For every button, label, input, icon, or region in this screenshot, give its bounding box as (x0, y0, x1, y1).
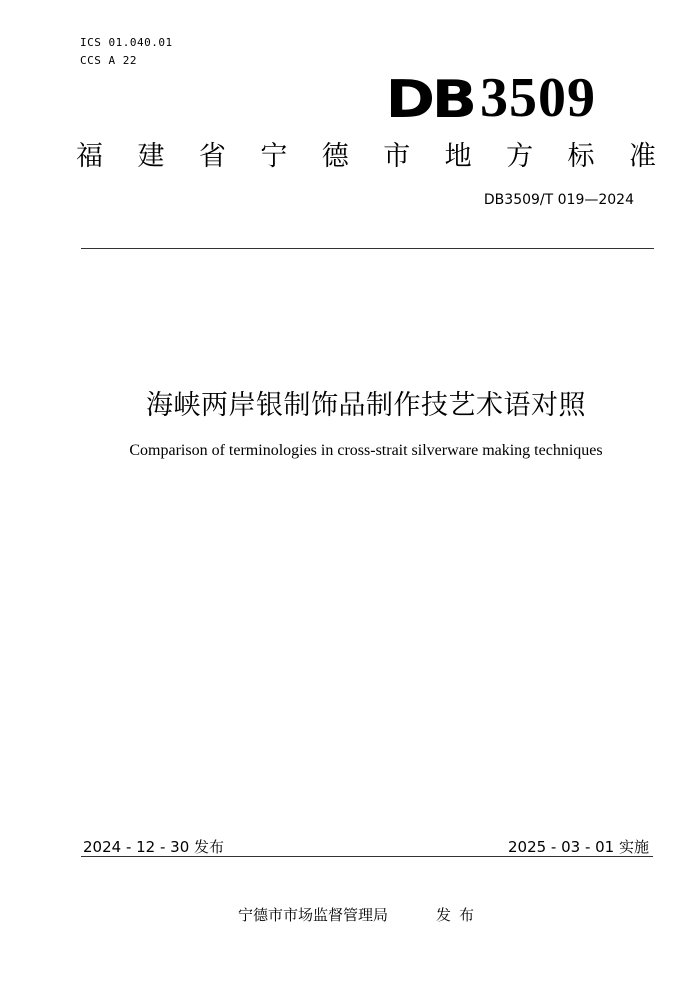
local-title-char: 地 (444, 141, 472, 172)
ccs-code: CCS A 22 (80, 54, 137, 67)
header-divider (81, 248, 654, 249)
local-title-char: 准 (628, 141, 656, 172)
issuing-authority: 宁德市市场监督管理局 (238, 906, 389, 924)
logo-prefix: DB (385, 70, 474, 130)
standard-number: DB3509/T 019—2024 (483, 192, 634, 208)
local-title-char: 市 (383, 141, 411, 172)
local-title-char: 福 (76, 141, 103, 172)
local-title-char: 德 (321, 141, 349, 172)
ics-code: ICS 01.040.01 (80, 36, 173, 49)
local-title-char: 省 (198, 141, 226, 172)
local-title-char: 方 (506, 141, 534, 172)
issue-verb: 发布 (436, 906, 483, 924)
issue-date: 2024 - 12 - 30 发布 (83, 838, 225, 856)
local-title-char: 建 (137, 141, 165, 172)
local-title-char: 标 (567, 141, 595, 172)
logo-number: 3509 (480, 67, 596, 129)
footer-divider (81, 856, 653, 857)
implementation-date: 2025 - 03 - 01 实施 (507, 838, 649, 856)
local-title-char: 宁 (260, 141, 288, 172)
local-standard-title (76, 134, 656, 173)
document-title-en: Comparison of terminologies in cross-strait silverware making techniques (129, 442, 603, 459)
document-title-cn: 海峡两岸银制饰品制作技艺术语对照 (146, 390, 586, 421)
db-logo (385, 67, 596, 130)
